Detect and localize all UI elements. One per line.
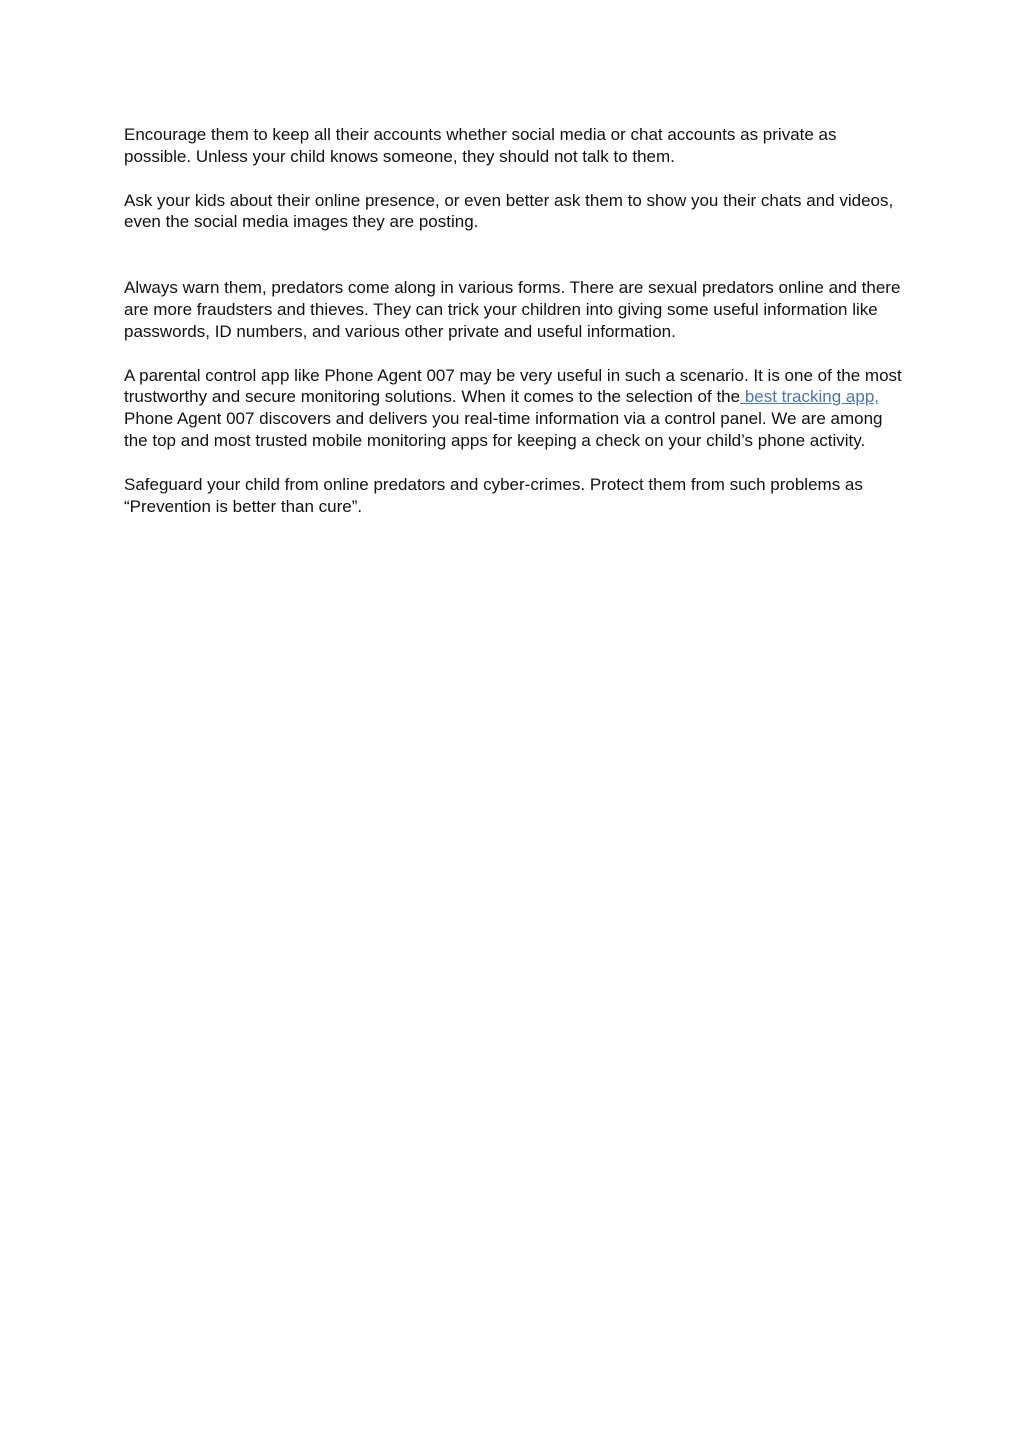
- paragraph-private-accounts: Encourage them to keep all their accounts whether social media or chat accounts as private as possible. Unless your child knows someone, they should not talk to them.: [124, 125, 837, 166]
- app-paragraph-text-start: A parental control app like Phone Agent 007 may be very useful in such a scenario. It is one of the most trustworthy and secure monitoring solutions. When it comes to the selection of the: [124, 365, 902, 407]
- paragraph-predators-warning: Always warn them, predators come along in various forms. There are sexual predators online and there are more fraudsters and thieves. They can trick your children into giving some useful information like passwords, ID numbers, and various other private and useful information.: [124, 278, 901, 341]
- best-tracking-app-link[interactable]: best tracking app,: [740, 387, 880, 407]
- paragraph-parental-control-app: [124, 365, 904, 452]
- paragraph-safeguard-closing: Safeguard your child from online predators and cyber-crimes. Protect them from such problems as “Prevention is better than cure”.: [124, 474, 863, 516]
- document-body: [124, 124, 904, 539]
- paragraph-online-presence: Ask your kids about their online presence, or even better ask them to show you their chats and videos, even the social media images they are posting.: [124, 190, 894, 232]
- app-paragraph-text-end: Phone Agent 007 discovers and delivers you real-time information via a control panel. We are among the top and most trusted mobile monitoring apps for keeping a check on your child’s phone activity.: [124, 409, 883, 450]
